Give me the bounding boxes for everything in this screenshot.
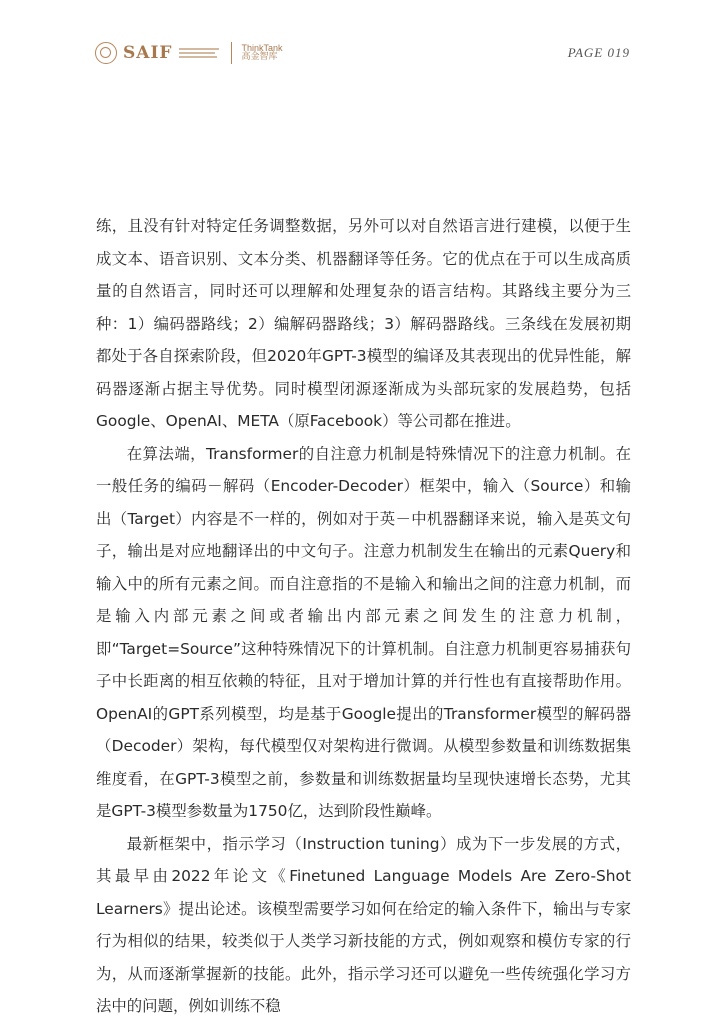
saif-wordmark: SAIF bbox=[123, 43, 173, 63]
body-text bbox=[96, 210, 631, 1023]
header-divider bbox=[231, 42, 232, 64]
paragraph-2: 在算法端，Transformer的自注意力机制是特殊情况下的注意力机制。在一般任务的编码－解码（Encoder-Decoder）框架中，输入（Source）和输出（Target）内容是不一样的，例如对于英－中机器翻译来说，输入是英文句子，输出是对应地翻译出的中文句子。注意力机制发生在输出的元素Query和输入中的所有元素之间。而自注意指的不是输入和输出之间的注意力机制，而是输入内部元素之间或者输出内部元素之间发生的注意力机制，即“Target=Source”这种特殊情况下的计算机制。自注意力机制更容易捕获句子中长距离的相互依赖的特征，且对于增加计算的并行性也有直接帮助作用。OpenAI的GPT系列模型，均是基于Google提出的Transformer模型的解码器（Decoder）架构，每代模型仅对架构进行微调。从模型参数量和训练数据集维度看，在GPT-3模型之前，参数量和训练数据量均呈现快速增长态势，尤其是GPT-3模型参数量为1750亿，达到阶段性巅峰。 bbox=[96, 444, 631, 820]
paragraph-3: 最新框架中，指示学习（Instruction tuning）成为下一步发展的方式，其最早由2022年论文《Finetuned Language Models Are Zero-Shot Learners》提出论述。该模型需要学习如何在给定的输入条件下，输出与专家行为相似的结果，较类似于人类学习新技能的方式，例如观察和模仿专家的行为，从而逐渐掌握新的技能。此外，指示学习还可以避免一些传统强化学习方法中的问题，例如训练不稳 bbox=[96, 834, 631, 1015]
logo-subtitle bbox=[179, 48, 219, 58]
page-number: PAGE 019 bbox=[567, 45, 630, 60]
thinktank-en: ThinkTank bbox=[241, 42, 283, 53]
paragraph-1: 练，且没有针对特定任务调整数据，另外可以对自然语言进行建模，以便于生成文本、语音识别、文本分类、机器翻译等任务。它的优点在于可以生成高质量的自然语言，同时还可以理解和处理复杂的语言结构。其路线主要分为三种：1）编码器路线；2）编解码器路线；3）解码器路线。三条线在发展初期都处于各自探索阶段，但2020年GPT-3模型的编译及其表现出的优异性能，解码器逐渐占据主导优势。同时模型闭源逐渐成为头部玩家的发展趋势，包括Google、OpenAI、META（原Facebook）等公司都在推进。 bbox=[96, 217, 631, 430]
thinktank-label bbox=[242, 44, 283, 63]
brand-logo bbox=[95, 42, 283, 64]
thinktank-cn: 高金智库 bbox=[241, 52, 278, 62]
saif-seal-icon bbox=[95, 42, 117, 64]
page-header bbox=[95, 38, 630, 68]
